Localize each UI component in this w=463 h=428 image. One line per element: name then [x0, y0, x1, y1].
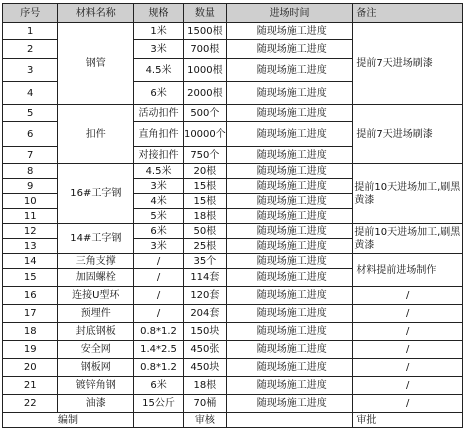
row-no: 10	[3, 194, 58, 209]
row-time: 随现场施工进度	[226, 323, 353, 341]
row-qty: 15根	[183, 194, 226, 209]
row-spec: 直角扣件	[134, 122, 184, 147]
row-time: 随现场施工进度	[226, 23, 353, 40]
material-name: 扣件	[58, 105, 134, 164]
row-qty: 500个	[183, 105, 226, 122]
row-time: 随现场施工进度	[226, 395, 353, 413]
row-qty: 10000个	[183, 122, 226, 147]
row-qty: 1000根	[183, 59, 226, 82]
row-time: 随现场施工进度	[226, 59, 353, 82]
row-qty: 204套	[183, 305, 226, 323]
material-name: 钢板网	[58, 359, 134, 377]
material-name: 油漆	[58, 395, 134, 413]
material-name: 镀锌角钢	[58, 377, 134, 395]
row-spec: /	[134, 287, 184, 305]
row-no: 14	[3, 254, 58, 269]
row-time: 随现场施工进度	[226, 122, 353, 147]
row-qty: 25根	[183, 239, 226, 254]
row-qty: 18根	[183, 377, 226, 395]
row-no: 15	[3, 269, 58, 287]
row-qty: 1500根	[183, 23, 226, 40]
row-remark: 材料提前进场制作	[353, 254, 463, 287]
row-time: 随现场施工进度	[226, 179, 353, 194]
material-name: 封底钢板	[58, 323, 134, 341]
row-time: 随现场施工进度	[226, 147, 353, 164]
row-qty: 750个	[183, 147, 226, 164]
header-remark: 备注	[353, 4, 463, 23]
row-no: 13	[3, 239, 58, 254]
row-spec: 6米	[134, 377, 184, 395]
row-no: 12	[3, 224, 58, 239]
row-time: 随现场施工进度	[226, 254, 353, 269]
material-name: 安全网	[58, 341, 134, 359]
row-spec: 3米	[134, 40, 184, 59]
row-no: 17	[3, 305, 58, 323]
row-remark: 提前7天进场刷漆	[353, 105, 463, 164]
row-remark: 提前10天进场加工,刷黑黄漆	[353, 224, 463, 254]
table-row	[3, 377, 463, 395]
header-row	[3, 4, 463, 23]
row-remark: /	[353, 287, 463, 305]
row-time: 随现场施工进度	[226, 341, 353, 359]
row-spec: 1.4*2.5	[134, 341, 184, 359]
material-name: 三角支撑	[58, 254, 134, 269]
row-spec: 5米	[134, 209, 184, 224]
row-time: 随现场施工进度	[226, 209, 353, 224]
table-row	[3, 287, 463, 305]
row-no: 21	[3, 377, 58, 395]
row-no: 1	[3, 23, 58, 40]
row-no: 8	[3, 164, 58, 179]
row-spec: /	[134, 269, 184, 287]
row-remark: /	[353, 359, 463, 377]
table-row	[3, 164, 463, 179]
row-no: 6	[3, 122, 58, 147]
table-row	[3, 359, 463, 377]
row-no: 9	[3, 179, 58, 194]
row-no: 20	[3, 359, 58, 377]
table-row	[3, 23, 463, 40]
row-remark: 提前10天进场加工,刷黑黄漆	[353, 164, 463, 224]
row-no: 4	[3, 82, 58, 105]
row-no: 5	[3, 105, 58, 122]
reviewed-value	[226, 413, 353, 428]
row-time: 随现场施工进度	[226, 164, 353, 179]
row-spec: 0.8*1.2	[134, 359, 184, 377]
row-time: 随现场施工进度	[226, 194, 353, 209]
row-spec: 3米	[134, 239, 184, 254]
table-row	[3, 323, 463, 341]
row-time: 随现场施工进度	[226, 40, 353, 59]
row-no: 16	[3, 287, 58, 305]
row-no: 19	[3, 341, 58, 359]
material-name: 14#工字钢	[58, 224, 134, 254]
row-time: 随现场施工进度	[226, 377, 353, 395]
row-remark: /	[353, 323, 463, 341]
row-time: 随现场施工进度	[226, 287, 353, 305]
row-qty: 450张	[183, 341, 226, 359]
row-spec: 对接扣件	[134, 147, 184, 164]
header-time: 进场时间	[226, 4, 353, 23]
row-spec: 3米	[134, 179, 184, 194]
table-row	[3, 224, 463, 239]
header-spec: 规格	[134, 4, 184, 23]
table-row	[3, 105, 463, 122]
row-time: 随现场施工进度	[226, 359, 353, 377]
prepared-value	[134, 413, 184, 428]
row-spec: /	[134, 254, 184, 269]
row-no: 2	[3, 40, 58, 59]
table-row	[3, 395, 463, 413]
row-qty: 50根	[183, 224, 226, 239]
row-spec: 1米	[134, 23, 184, 40]
row-qty: 120套	[183, 287, 226, 305]
row-time: 随现场施工进度	[226, 105, 353, 122]
row-qty: 15根	[183, 179, 226, 194]
row-qty: 700根	[183, 40, 226, 59]
row-time: 随现场施工进度	[226, 269, 353, 287]
row-no: 18	[3, 323, 58, 341]
header-no: 序号	[3, 4, 58, 23]
row-remark: /	[353, 341, 463, 359]
row-no: 7	[3, 147, 58, 164]
header-material: 材料名称	[58, 4, 134, 23]
row-remark: 提前7天进场刷漆	[353, 23, 463, 105]
signature-row	[3, 413, 463, 428]
row-spec: 6米	[134, 224, 184, 239]
row-spec: 活动扣件	[134, 105, 184, 122]
header-qty: 数量	[183, 4, 226, 23]
row-qty: 70桶	[183, 395, 226, 413]
material-schedule-table	[2, 3, 463, 428]
material-name: 16#工字钢	[58, 164, 134, 224]
row-qty: 18根	[183, 209, 226, 224]
row-remark: /	[353, 395, 463, 413]
row-qty: 150块	[183, 323, 226, 341]
row-time: 随现场施工进度	[226, 224, 353, 239]
material-name: 连接U型环	[58, 287, 134, 305]
row-no: 3	[3, 59, 58, 82]
row-qty: 450块	[183, 359, 226, 377]
row-spec: 15公斤	[134, 395, 184, 413]
row-spec: /	[134, 305, 184, 323]
table-row	[3, 341, 463, 359]
row-time: 随现场施工进度	[226, 239, 353, 254]
row-qty: 114套	[183, 269, 226, 287]
row-qty: 35个	[183, 254, 226, 269]
table-row	[3, 305, 463, 323]
material-name: 预埋件	[58, 305, 134, 323]
row-qty: 2000根	[183, 82, 226, 105]
reviewed-label: 审核	[183, 413, 226, 428]
row-spec: 4.5米	[134, 59, 184, 82]
prepared-label: 编制	[3, 413, 134, 428]
material-name: 加固螺栓	[58, 269, 134, 287]
row-remark: /	[353, 305, 463, 323]
row-spec: 4米	[134, 194, 184, 209]
row-no: 11	[3, 209, 58, 224]
row-spec: 0.8*1.2	[134, 323, 184, 341]
material-name: 钢管	[58, 23, 134, 105]
row-no: 22	[3, 395, 58, 413]
row-spec: 6米	[134, 82, 184, 105]
row-time: 随现场施工进度	[226, 305, 353, 323]
row-qty: 20根	[183, 164, 226, 179]
row-spec: 4.5米	[134, 164, 184, 179]
table-row	[3, 254, 463, 269]
row-time: 随现场施工进度	[226, 82, 353, 105]
row-remark: /	[353, 377, 463, 395]
approved-label: 审批	[353, 413, 463, 428]
